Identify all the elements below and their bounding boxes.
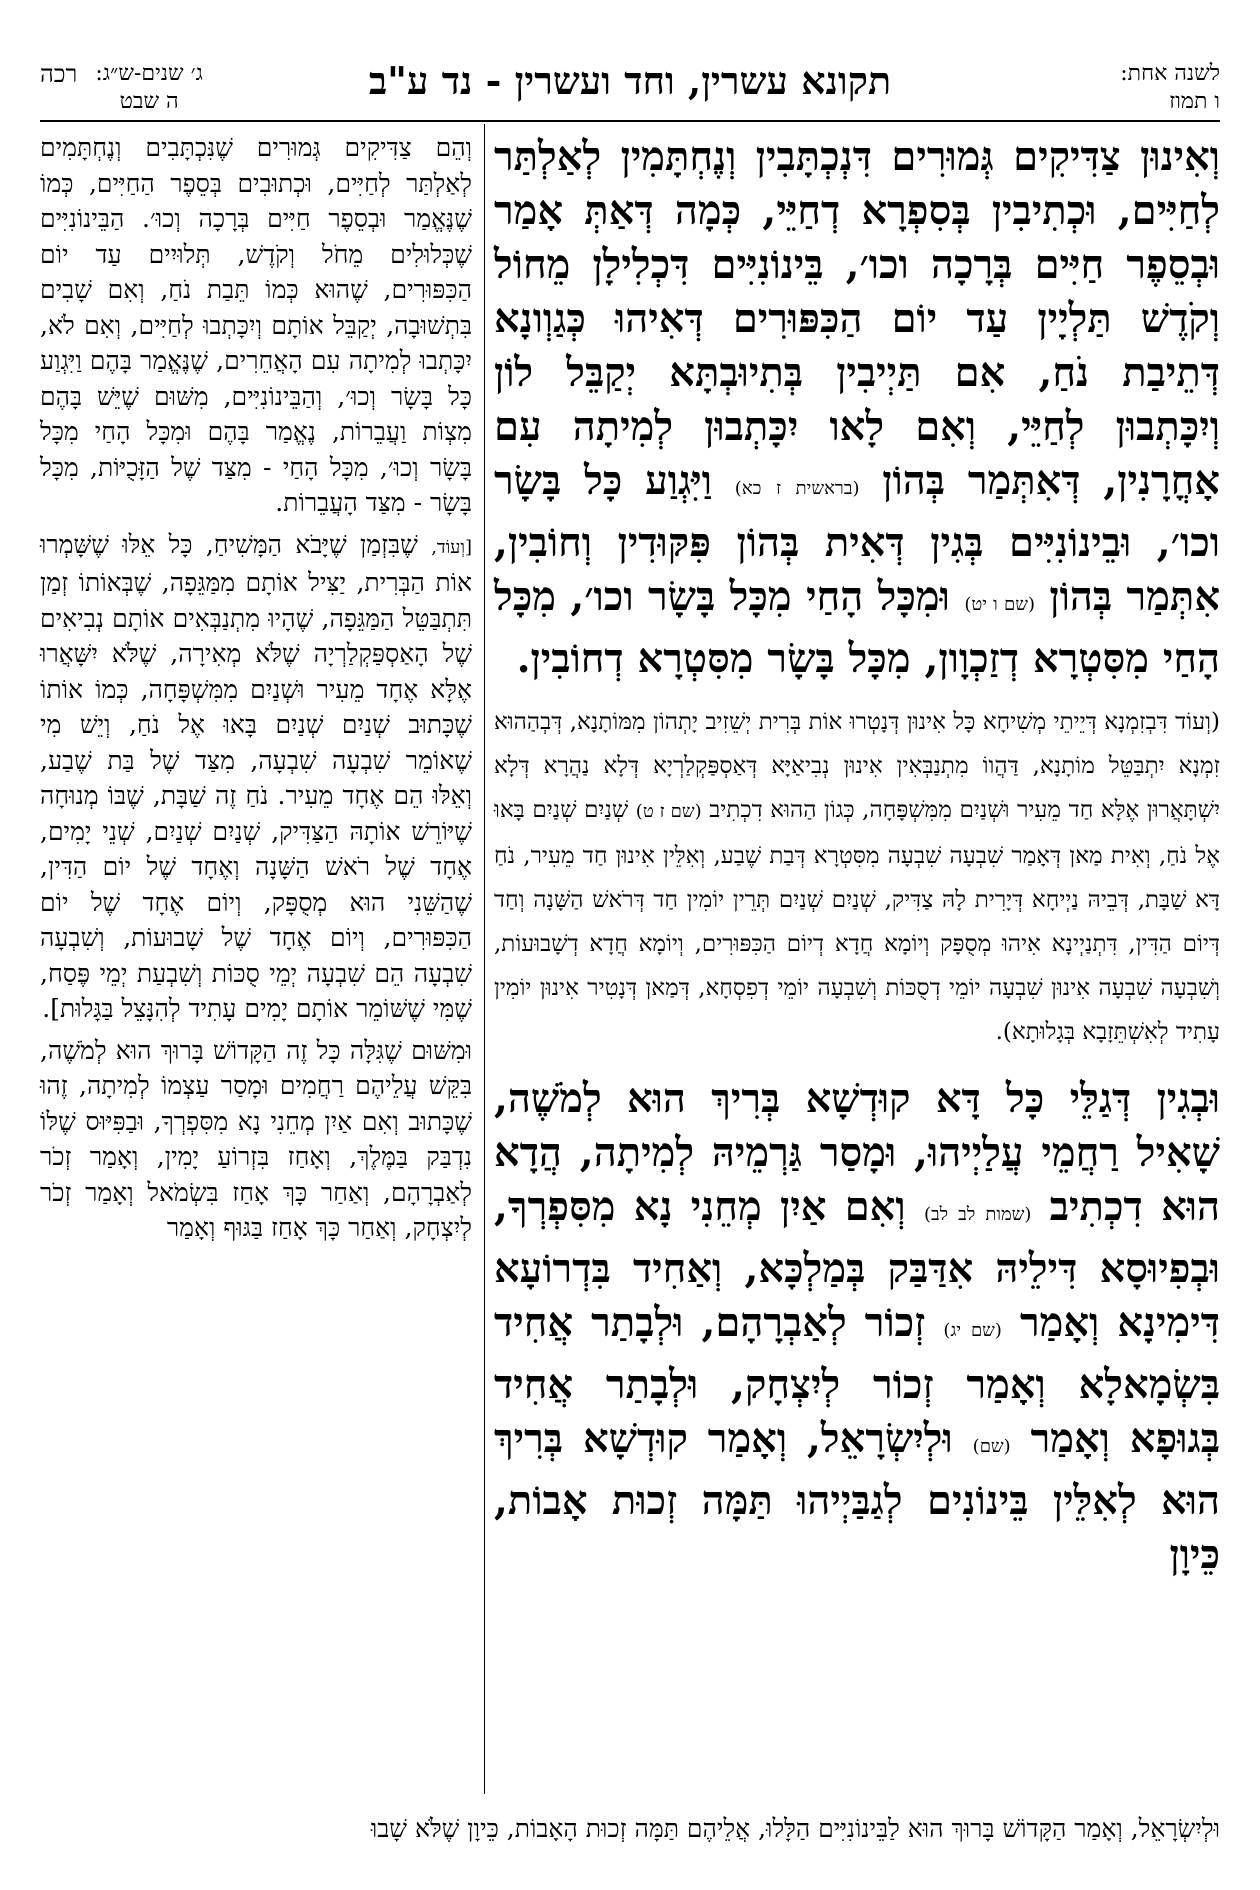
translation-column (40, 130, 472, 1252)
page-title: תקונא עשרין, וחד ועשרין - נד ע"ב (368, 58, 892, 103)
verse-reference: (שם ו יט) (964, 594, 1035, 615)
verse-reference: (שמות לב לב) (923, 1204, 1032, 1225)
zohar-text: וְאִם אַיִן מְחֵנִי נָא מִסִּפְרְךָ, וּבְפִיוּסָא דִּילֵיהּ אִדַּבַּק בְּמַלְכָּא, וְאַחִיד בִּדְרוֹעָא דִּימִינָא וְאָמַר (494, 1183, 1220, 1346)
schedule-three-years-label: ג׳ שנים-ש״ג: (95, 61, 203, 86)
zohar-paragraph-1 (494, 130, 1220, 686)
verse-reference: (בראשית ז כא) (734, 478, 860, 499)
bracket-text: שְׁנַיִם שְׁנַיִם בָּאוּ אֶל נֹחַ, וְאִית מַאן דְּאָמַר שִׁבְעָה שִׁבְעָה מִסִּטְרָא דְּבַת שֶׁבַע, וְאִלֵּין אִינוּן חַד מֵעִיר, נֹחַ דָּא שַׁבָּת, דְּבֵיהּ נַיְיחָא דְּיָרִית לָהּ צַדִּיק, שְׁנַיִם שְׁנַיִם תְּרֵין יוֹמִין חַד דְּרֹאשׁ הַשָּׁנָה וְחַד דְּיוֹם הַדִּין, דִּתְנַיְינָא אִיהוּ מְסֻפָּק וְיוֹמָא חֲדָא דְיוֹם הַכִּפּוּרִים, וְיוֹמָא חֲדָא דְשָׁבוּעוֹת, וְשִׁבְעָה שִׁבְעָה אִינוּן שִׁבְעָה יוֹמֵי דְסֻכּוֹת וְשִׁבְעָה יוֹמֵי דְפִסְחָא, דְּמַאן דְּנָטִיר אִינוּן יוֹמִין עָתִיד לְאִשְׁתֵּזָבָא בְּגָלוּתָא). (494, 797, 1220, 1045)
zohar-text: וּלְיִשְׂרָאֵל, וְאָמַר קוּדְשָׁא בְּרִיךְ הוּא לְאִלֵּין בֵּינוֹנִים לְגַבַּיְיהוּ תַּמָּה זְכוּת אָבוֹת, כֵּיוָן (494, 1415, 1220, 1578)
schedule-three-years (95, 60, 203, 116)
translation-paragraph-3: וּמִשּׁוּם שֶׁגִּלָּה כָּל זֶה הַקָּדוֹשׁ בָּרוּךְ הוּא לְמֹשֶׁה, בִּקֵּשׁ עֲלֵיהֶם רַחֲמִים וּמָסַר עַצְמוֹ לְמִיתָה, זֶהוּ שֶׁכָּתוּב וְאִם אַיִן מְחֵנִי נָא מִסִּפְרְךָ, וּבַפִּיּוּס שֶׁלּוֹ נִדְבַּק בַּמֶּלֶךְ, וְאָחַז בִּזְרוֹעַ יָמִין, וְאָמַר זְכֹר לְאַבְרָהָם, וְאַחַר כָּךְ אָחַז בִּשְׂמֹאל וְאָמַר זְכֹר לְיִצְחָק, וְאַחַר כָּךְ אָחַז בַּגּוּף וְאָמַר (40, 1035, 472, 1242)
zohar-text: זְכוֹר לְאַבְרָהָם, וּלְבָתַר אֲחִיד בִּשְׂמָאלָא וְאָמַר זְכוֹר לְיִצְחָק, וּלְבָתַר אֲחִיד בְּגוּפָא וְאָמַר (494, 1299, 1220, 1462)
bracketed-addition (494, 700, 1220, 1054)
page-number: רכה (40, 60, 78, 88)
study-schedule-left (40, 60, 203, 116)
header-divider (40, 120, 1220, 122)
verse-reference: (שם) (972, 1436, 1011, 1457)
bracket-text: (וְעוֹד דִּבְזִמְנָא דְּיֵיתֵי מְשִׁיחָא כָּל אִינוּן דְּנָטְרוּ אוֹת בְּרִית יְשֵׁזִיב יָתְהוֹן מִמּוֹתָנָא, דְּבְהַהוּא זִמְנָא יִתְבַּטֵּל מוֹתָנָא, דַּהֲווֹ מִתְנַבְּאִין אִינוּן נְבִיאַיָּא דְּאַסְפַּקְלַרְיָא דְּלָא נַהֲרָא דְּלָא יִשְׁתָּאֲרוּן אֶלָּא חַד מֵעִיר וּשְׁנַיִם מִמִּשְׁפָּחָה, כְּגוֹן הַהוּא דִכְתִיב (494, 709, 1221, 823)
schedule-three-years-date: ה שבט (119, 89, 179, 114)
zohar-text: וּבְגִין דְּגַלֵּי כָּל דָּא קוּדְשָׁא בְּרִיךְ הוּא לְמֹשֶׁה, שָׁאִיל רַחֲמֵי עֲלַיְיהוּ, וּמָסַר גַּרְמֵיהּ לְמִיתָה, הֲדָא הוּא דִכְתִיב (494, 1075, 1220, 1230)
translation-paragraph-1: וְהֵם צַדִּיקִים גְּמוּרִים שֶׁנִּכְתָּבִים וְנֶחְתָּמִים לְאַלְתַּר לְחַיִּים, וּכְתוּבִים בְּסֵפֶר הַחַיִּים, כְּמוֹ שֶׁנֶּאֱמַר וּבְסֵפֶר חַיִּים בְּרָכָה וְכוּ׳. הַבֵּינוֹנִיִּים שֶׁכְּלוּלִים מֵחֹל וְקֹדֶשׁ, תְּלוּיִים עַד יוֹם הַכִּפּוּרִים, שֶׁהוּא כְּמוֹ תֵּבַת נֹחַ, וְאִם שָׁבִים בִּתְשׁוּבָה, יְקַבֵּל אוֹתָם וְיִכָּתְבוּ לְחַיִּים, וְאִם לֹא, יִכָּתְבוּ לְמִיתָה עִם הָאֲחֵרִים, שֶׁנֶּאֱמַר בָּהֶם וַיִּגְוַע כָּל בָּשָׂר וְכוּ׳, וְהַבֵּינוֹנִיִּים, מִשּׁוּם שֶׁיֵּשׁ בָּהֶם מִצְוֹת וַעֲבֵרוֹת, נֶאֱמַר בָּהֶם וּמִכָּל הָחַי מִכָּל בָּשָׂר וְכוּ׳, מִכָּל הָחַי - מִצַּד שֶׁל הַזָּכֻיּוֹת, מִכָּל בָּשָׂר - מִצַּד הָעֲבֵרוֹת. (40, 133, 472, 517)
zohar-main-column (494, 130, 1220, 1596)
page-header (40, 56, 1220, 120)
translation-text: שֶׁבִּזְמַן שֶׁיָּבֹא הַמָּשִׁיחַ, כָּל אֵלּוּ שֶׁשָּׁמְרוּ אוֹת הַבְּרִית, יַצִּיל אוֹתָם מִמַּגֵּפָה, שֶׁבְּאוֹתוֹ זְמַן תִּתְבַּטֵּל הַמַּגֵּפָה, שֶׁהָיוּ מִתְנַבְּאִים אוֹתָם נְבִיאִים שֶׁל הָאַסְפַּקְלַרְיָה שֶׁלֹּא מְאִירָה, שֶׁלֹּא יִשָּׁאֲרוּ אֶלָּא אֶחָד מֵעִיר וּשְׁנַיִם מִמִּשְׁפָּחָה, כְּמוֹ אוֹתוֹ שֶׁכָּתוּב שְׁנַיִם שְׁנַיִם בָּאוּ אֶל נֹחַ, וְיֵשׁ מִי שֶׁאוֹמֵר שִׁבְעָה שִׁבְעָה, מִצַּד שֶׁל בַּת שֶׁבַע, וְאֵלּוּ הֵם אֶחָד מֵעִיר. נֹחַ זֶה שַׁבָּת, שֶׁבּוֹ מְנוּחָה שֶׁיּוֹרֵשׁ אוֹתָהּ הַצַּדִּיק, שְׁנַיִם שְׁנַיִם, שְׁנֵי יָמִים, אֶחָד שֶׁל רֹאשׁ הַשָּׁנָה וְאֶחָד שֶׁל יוֹם הַדִּין, שֶׁהַשֵּׁנִי הוּא מְסֻפָּק, וְיוֹם אֶחָד שֶׁל יוֹם הַכִּפּוּרִים, וְיוֹם אֶחָד שֶׁל שָׁבוּעוֹת, וְשִׁבְעָה שִׁבְעָה הֵם שִׁבְעָה יְמֵי סֻכּוֹת וְשִׁבְעַת יְמֵי פֶּסַח, שֶׁמִּי שֶׁשּׁוֹמֵר אוֹתָם יָמִים עָתִיד לְהִנָּצֵל בַּגָּלוּת]. (40, 529, 472, 1023)
bracket-opening: [וְעוֹד, (431, 536, 472, 558)
translation-paragraph-2 (40, 527, 472, 1027)
verse-reference: (שם ז ט) (635, 801, 702, 822)
zohar-text: וְאִינוּן צַדִּיקִים גְּמוּרִים דִּנְכְתָּבִין וְנֶחְתָּמִין לְאַלְתַּר לְחַיִּים, וּכְתִיבִין בְּסִפְרָא דְחַיֵּי, כְּמָה דְּאַתְּ אָמַר וּבְסֵפֶר חַיִּים בְּרָכָה וכו׳, בֵּינוֹנִיִּים דִּכְלִילָן מֵחוֹל וְקֹדֶשׁ תַּלְיָין עַד יוֹם הַכִּפּוּרִים דְּאִיהוּ כְּגַוְונָא דְּתֵיבַת נֹחַ, אִם תַּיְיבִין בְּתִיוּבְתָּא יְקַבֵּל לוֹן וְיִכָּתְבוּן לְחַיֵּי, וְאִם לָאו יִכָּתְבוּן לְמִיתָה עִם אָחֳרָנִין, דְּאִתְּמַר בְּהוֹן (494, 133, 1220, 504)
schedule-one-year-label: לשנה אחת: (1120, 61, 1220, 86)
zohar-paragraph-2 (494, 1072, 1220, 1582)
translation-continuation-line: וּלְיִשְׂרָאֵל, וְאָמַר הַקָּדוֹשׁ בָּרוּךְ הוּא לַבֵּינוֹנִיִּים הַלָּלוּ, אֲלֵיהֶם תַּמָּה זְכוּת הָאָבוֹת, כֵּיוָן שֶׁלֹּא שָׁבוּ (370, 1814, 1220, 1843)
zohar-text: וּמִכָּל הָחַי מִכָּל בָּשָׂר וכו׳, מִכָּל הָחַי מִסִּטְרָא דְזַכְוָון, מִכָּל בָּשָׂר מִסִּטְרָא דְחוֹבִין. (494, 573, 1220, 682)
zohar-text: וַיִּגְוַע כָּל בָּשָׂר וכו׳, וּבֵינוֹנִיִּים בְּגִין דְּאִית בְּהוֹן פִּקּוּדִין וְחוֹבִין, אִתְּמַר בְּהוֹן (494, 457, 1220, 620)
schedule-one-year-date: ו תמוז (1169, 89, 1220, 114)
verse-reference: (שם יג) (943, 1320, 1002, 1341)
column-divider (484, 124, 485, 1794)
